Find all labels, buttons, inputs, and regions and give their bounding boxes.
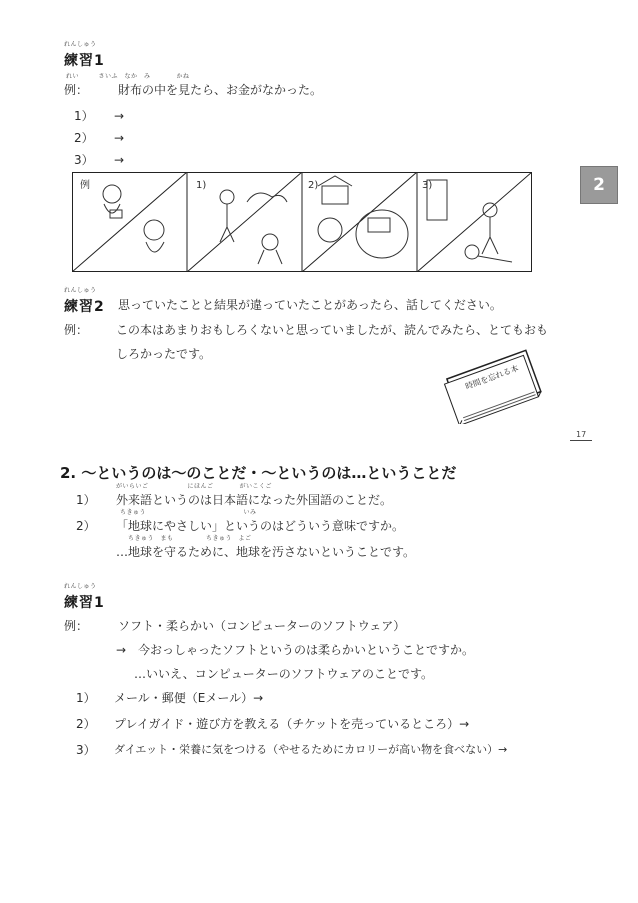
ex1a-item-arrow: → [114, 153, 125, 167]
ex1a-item-arrow: → [114, 109, 125, 123]
ex1a-title-ruby: れんしゅう [64, 41, 97, 48]
ex1b-example-text: ソフト・柔らかい（コンピューターのソフトウェア） [118, 619, 406, 633]
section2-text: 外来語というのは日本語になった外国語のことだ。 [116, 493, 393, 507]
panel-label: 1) [196, 180, 207, 191]
ex1b-item-num: 1） [76, 691, 96, 705]
ex1b-item-num: 3） [76, 743, 96, 757]
ex2-example-line1: この本はあまりおもしろくないと思っていましたが、読んでみたら、とてもおも [116, 323, 549, 337]
book-icon [434, 348, 550, 424]
ex1b-example-label: 例： [64, 619, 89, 633]
ex1a-example-text: 財布の中を見たら、お金がなかった。 [118, 83, 323, 97]
section2-num: 1） [76, 493, 96, 507]
ex2-example-label: 例： [64, 323, 89, 337]
ex1b-item-text: プレイガイド・遊び方を教える（チケットを売っているところ）→ [114, 717, 470, 731]
ex1b-title: 練習1 [64, 595, 105, 611]
illustration-strip [72, 172, 532, 272]
ex1a-example-ruby: れい さいふ なか み かね [66, 73, 190, 80]
section2-text: …地球を守るために、地球を汚さないということです。 [116, 545, 416, 559]
ex2-prompt: 思っていたことと結果が違っていたことがあったら、話してください。 [118, 298, 502, 312]
ex1a-item-num: 1） [74, 109, 94, 123]
ex2-example-line2: しろかったです。 [116, 347, 212, 361]
ex2-title: 練習2 [64, 299, 105, 315]
section2-num: 2） [76, 519, 96, 533]
panel-label: 2) [308, 180, 319, 191]
section2-ruby: ちきゅう まも ちきゅう よご [128, 535, 252, 542]
ex1a-item-arrow: → [114, 131, 125, 145]
ex1a-item-num: 3） [74, 153, 94, 167]
book-title: 時間を忘れる本 [464, 363, 520, 392]
ex1b-title-ruby: れんしゅう [64, 583, 97, 590]
section2-ruby: ちきゅう いみ [120, 509, 257, 516]
page-number: 17 [570, 430, 592, 441]
ex1a-item-num: 2） [74, 131, 94, 145]
chapter-tab: 2 [580, 166, 618, 204]
panel-label: 例 [80, 180, 90, 191]
ex1b-item-text: メール・郵便（Eメール）→ [114, 691, 264, 705]
ex1a-example-label: 例： [64, 83, 89, 97]
ex1b-reply-line: …いいえ、コンピューターのソフトウェアのことです。 [134, 667, 434, 681]
section2-ruby: がいらいご にほんご がいこくご [116, 483, 273, 490]
section-heading: 2. ～というのは～のことだ・～というのは…ということだ [60, 464, 457, 482]
ex2-title-ruby: れんしゅう [64, 287, 97, 294]
ex1a-title: 練習1 [64, 53, 105, 69]
ex1b-arrow-line: → 今おっしゃったソフトというのは柔らかいということですか。 [116, 643, 475, 657]
ex1b-item-num: 2） [76, 717, 96, 731]
panel-label: 3) [422, 180, 433, 191]
section2-text: 「地球にやさしい」というのはどういう意味ですか。 [116, 519, 405, 533]
ex1b-item-text: ダイエット・栄養に気をつける（やせるためにカロリーが高い物を食べない）→ [114, 743, 508, 756]
